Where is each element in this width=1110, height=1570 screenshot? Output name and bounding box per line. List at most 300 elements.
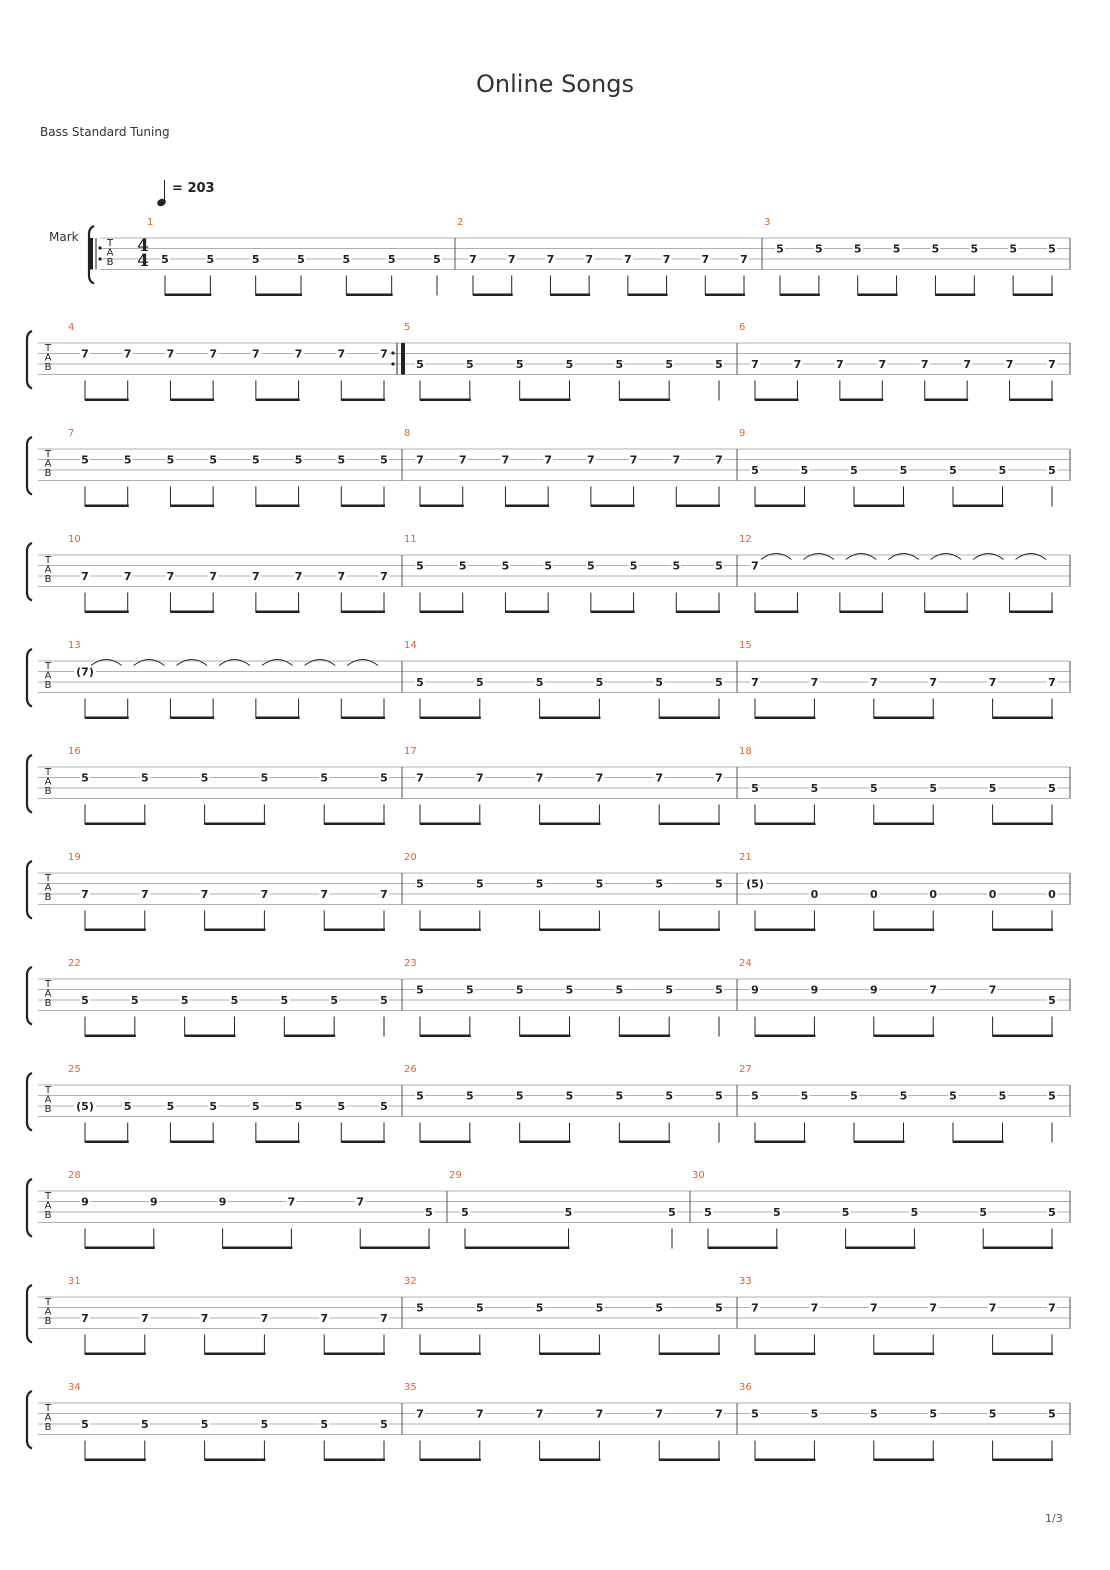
- fret-number: 5: [655, 1301, 664, 1315]
- fret-number: 5: [931, 242, 940, 256]
- fret-number: 7: [624, 253, 632, 266]
- system-bracket: [27, 437, 32, 495]
- note-beam: [1010, 399, 1053, 402]
- fret-number: 7: [963, 358, 971, 371]
- fret-number: 5: [166, 1100, 175, 1113]
- tab-clef-letter: T: [44, 555, 52, 566]
- system-bracket: [27, 967, 32, 1025]
- fret-number: 5: [869, 1407, 878, 1421]
- fret-number: 7: [929, 1301, 938, 1315]
- tab-clef-letter: T: [44, 873, 52, 884]
- note-beam: [708, 1247, 778, 1250]
- measure-number: 30: [692, 1170, 705, 1181]
- note-beam: [256, 1141, 300, 1144]
- fret-number: 5: [929, 782, 938, 795]
- note-beam: [324, 929, 385, 932]
- tab-clef-letter: A: [44, 1200, 52, 1212]
- system-bracket: [27, 1391, 32, 1449]
- fret-number: 5: [475, 676, 484, 689]
- note-beam: [953, 505, 1004, 508]
- fret-number: 5: [320, 771, 329, 785]
- system-bracket: [27, 649, 32, 707]
- tab-clef-letter: A: [44, 564, 52, 576]
- fret-number: 5: [342, 253, 351, 266]
- fret-number: 7: [380, 1312, 388, 1325]
- fret-number: 5: [815, 242, 823, 256]
- fret-number: 7: [252, 570, 260, 583]
- note-beam: [755, 1035, 815, 1038]
- fret-number: 7: [469, 253, 477, 266]
- note-beam: [854, 1141, 905, 1144]
- measure-number: 19: [68, 852, 81, 863]
- fret-number: 7: [1048, 1301, 1056, 1315]
- fret-number: 5: [665, 1089, 673, 1103]
- note-beam: [840, 611, 883, 614]
- tab-clef-letter: B: [44, 362, 52, 373]
- fret-number: 5: [461, 1206, 469, 1219]
- fret-number: 5: [595, 877, 604, 891]
- tab-clef-letter: A: [44, 988, 52, 1000]
- fret-number: 5: [380, 453, 388, 467]
- note-beam: [85, 1353, 146, 1356]
- fret-number: 5: [200, 771, 209, 785]
- tie-arc: [134, 660, 165, 666]
- note-beam: [550, 294, 590, 297]
- measure-number: 21: [739, 852, 752, 863]
- fret-number: 7: [988, 1301, 997, 1315]
- tab-clef-letter: A: [44, 882, 52, 894]
- fret-number: 9: [81, 1195, 89, 1209]
- fret-number: 7: [988, 676, 997, 689]
- fret-number: 7: [1048, 676, 1056, 689]
- fret-number: 5: [123, 453, 132, 467]
- measure-number: 35: [404, 1382, 417, 1393]
- note-beam: [935, 294, 975, 297]
- fret-number: 5: [850, 1089, 858, 1103]
- note-beam: [993, 929, 1053, 932]
- tab-clef-letter: T: [106, 238, 114, 249]
- fret-number: 7: [380, 888, 388, 901]
- track-name: Mark: [49, 230, 79, 244]
- note-beam: [540, 823, 601, 826]
- measure-number: 7: [68, 428, 75, 439]
- fret-number: 5: [715, 1301, 723, 1315]
- note-beam: [205, 929, 266, 932]
- fret-number: 7: [507, 253, 516, 266]
- note-beam: [619, 1035, 670, 1038]
- tab-clef-letter: T: [44, 449, 52, 460]
- fret-number: 5: [466, 358, 474, 371]
- fret-number: 5: [615, 1089, 624, 1103]
- tab-clef-letter: B: [44, 786, 52, 797]
- tie-arc: [219, 660, 250, 666]
- fret-number: 5: [587, 559, 595, 573]
- fret-number: 5: [252, 1100, 260, 1113]
- measure-number: 33: [739, 1276, 752, 1287]
- fret-number: 7: [252, 347, 260, 361]
- measure-number: 5: [404, 322, 411, 333]
- fret-number: (5): [76, 1100, 94, 1113]
- note-beam: [420, 823, 481, 826]
- fret-number: 7: [920, 358, 929, 371]
- fret-number: 5: [751, 1407, 759, 1421]
- fret-number: 5: [230, 994, 239, 1007]
- tab-clef-letter: B: [44, 468, 52, 479]
- time-signature-digit: 4: [137, 251, 149, 271]
- note-beam: [341, 505, 385, 508]
- tie-arc: [846, 554, 876, 560]
- note-beam: [676, 505, 720, 508]
- fret-number: 5: [1048, 1089, 1056, 1103]
- note-beam: [505, 611, 549, 614]
- fret-number: 5: [131, 994, 139, 1007]
- fret-number: 5: [704, 1206, 712, 1219]
- note-beam: [993, 1459, 1053, 1462]
- note-beam: [360, 1247, 430, 1250]
- fret-number: (7): [76, 665, 94, 679]
- note-beam: [755, 823, 815, 826]
- fret-number: 7: [672, 453, 681, 467]
- fret-number: 7: [869, 1301, 878, 1315]
- note-beam: [205, 823, 266, 826]
- note-beam: [659, 1353, 720, 1356]
- fret-number: 5: [949, 464, 957, 477]
- fret-number: 5: [899, 464, 908, 477]
- fret-number: 5: [949, 1089, 957, 1103]
- note-beam: [540, 1353, 601, 1356]
- note-beam: [874, 929, 934, 932]
- fret-number: 7: [287, 1195, 296, 1209]
- fret-number: 7: [200, 1312, 209, 1325]
- fret-number: 9: [869, 983, 878, 997]
- fret-number: 7: [81, 570, 89, 583]
- tuning-label: Bass Standard Tuning: [40, 125, 170, 139]
- tie-arc: [761, 554, 791, 560]
- fret-number: 7: [337, 347, 346, 361]
- measure-number: 36: [739, 1382, 752, 1393]
- fret-number: 5: [1009, 242, 1017, 256]
- measure-number: 29: [449, 1170, 462, 1181]
- note-beam: [659, 717, 720, 720]
- fret-number: 5: [458, 559, 467, 573]
- fret-number: 7: [501, 453, 510, 467]
- note-beam: [85, 611, 129, 614]
- note-beam: [780, 294, 820, 297]
- note-beam: [953, 1141, 1004, 1144]
- note-beam: [925, 611, 968, 614]
- fret-number: 9: [751, 983, 759, 997]
- note-beam: [520, 1141, 571, 1144]
- fret-number: 9: [149, 1195, 158, 1209]
- fret-number: 7: [458, 453, 467, 467]
- fret-number: 5: [772, 1206, 781, 1219]
- fret-number: 7: [123, 347, 132, 361]
- note-beam: [705, 294, 745, 297]
- fret-number: 7: [546, 253, 555, 266]
- fret-number: 5: [715, 676, 723, 689]
- system-bracket: [27, 331, 32, 389]
- note-beam: [993, 1035, 1053, 1038]
- note-beam: [659, 1459, 720, 1462]
- fret-number: 7: [929, 983, 938, 997]
- note-beam: [170, 717, 214, 720]
- note-beam: [755, 505, 806, 508]
- fret-number: 5: [260, 771, 269, 785]
- fret-number: 5: [260, 1418, 269, 1431]
- fret-number: 7: [200, 888, 209, 901]
- fret-number: 5: [665, 983, 673, 997]
- fret-number: 7: [1005, 358, 1014, 371]
- fret-number: 5: [433, 253, 441, 266]
- fret-number: 5: [655, 877, 664, 891]
- fret-number: 5: [1048, 994, 1056, 1007]
- fret-number: 7: [81, 347, 89, 361]
- note-beam: [346, 294, 392, 297]
- fret-number: 5: [416, 1089, 424, 1103]
- fret-number: 7: [929, 676, 938, 689]
- fret-number: 7: [81, 1312, 89, 1325]
- note-beam: [420, 1035, 471, 1038]
- note-beam: [874, 717, 934, 720]
- fret-number: 5: [715, 983, 723, 997]
- note-beam: [85, 929, 146, 932]
- fret-number: 5: [853, 242, 862, 256]
- fret-number: 5: [850, 464, 858, 477]
- tab-clef-letter: A: [44, 352, 52, 364]
- fret-number: 7: [715, 771, 723, 785]
- fret-number: 7: [810, 676, 819, 689]
- note-beam: [85, 505, 129, 508]
- page-number: 1/3: [1045, 1512, 1063, 1525]
- tab-clef-letter: T: [44, 979, 52, 990]
- note-beam: [1013, 294, 1053, 297]
- fret-number: 5: [544, 559, 552, 573]
- fret-number: 7: [629, 453, 638, 467]
- note-beam: [591, 611, 635, 614]
- note-beam: [874, 1353, 934, 1356]
- measure-number: 20: [404, 852, 417, 863]
- note-beam: [755, 1141, 806, 1144]
- measure-number: 17: [404, 746, 417, 757]
- note-beam: [993, 1353, 1053, 1356]
- fret-number: 5: [615, 983, 624, 997]
- note-beam: [170, 611, 214, 614]
- tab-clef-letter: T: [44, 767, 52, 778]
- measure-number: 11: [404, 534, 417, 545]
- repeat-dot: [391, 362, 394, 365]
- fret-number: 5: [1048, 1407, 1056, 1421]
- fret-number: 5: [380, 1100, 388, 1113]
- fret-number: 7: [320, 1312, 329, 1325]
- note-beam: [420, 1141, 471, 1144]
- fret-number: 5: [668, 1206, 676, 1219]
- note-beam: [854, 505, 905, 508]
- measure-number: 3: [764, 217, 771, 228]
- fret-number: 7: [836, 358, 844, 371]
- fret-number: 5: [123, 1100, 132, 1113]
- fret-number: 7: [810, 1301, 819, 1315]
- note-beam: [540, 717, 601, 720]
- tab-clef-letter: B: [44, 1422, 52, 1433]
- measure-number: 25: [68, 1064, 81, 1075]
- measure-number: 2: [457, 217, 464, 228]
- note-beam: [170, 399, 214, 402]
- fret-number: 0: [988, 888, 997, 901]
- note-beam: [223, 1247, 293, 1250]
- tab-clef-letter: A: [44, 776, 52, 788]
- fret-number: 7: [751, 1301, 759, 1315]
- tab-clef-letter: T: [44, 1085, 52, 1096]
- note-beam: [256, 505, 300, 508]
- fret-number: 5: [515, 983, 524, 997]
- note-beam: [420, 929, 481, 932]
- measure-number: 28: [68, 1170, 81, 1181]
- fret-number: 7: [869, 676, 878, 689]
- fret-number: 5: [81, 453, 89, 467]
- fret-number: 5: [166, 453, 175, 467]
- fret-number: 5: [475, 877, 484, 891]
- fret-number: 5: [751, 1089, 759, 1103]
- fret-number: 7: [715, 1407, 723, 1421]
- note-beam: [324, 1459, 385, 1462]
- tab-clef-letter: T: [44, 343, 52, 354]
- tie-arc: [347, 660, 378, 666]
- fret-number: 5: [337, 1100, 346, 1113]
- measure-number: 9: [739, 428, 746, 439]
- measure-number: 13: [68, 640, 81, 651]
- fret-number: 5: [810, 782, 819, 795]
- note-beam: [256, 294, 302, 297]
- fret-number: 7: [751, 358, 759, 371]
- fret-number: 7: [416, 771, 424, 785]
- fret-number: 5: [209, 453, 217, 467]
- note-beam: [520, 1035, 571, 1038]
- fret-number: 5: [715, 1089, 723, 1103]
- fret-number: 7: [416, 453, 424, 467]
- fret-number: 5: [416, 358, 424, 371]
- note-beam: [619, 1141, 670, 1144]
- fret-number: 7: [988, 983, 997, 997]
- fret-number: 5: [280, 994, 289, 1007]
- fret-number: 5: [800, 1089, 809, 1103]
- tie-arc: [262, 660, 293, 666]
- fret-number: 5: [565, 983, 574, 997]
- fret-number: 5: [535, 877, 544, 891]
- note-beam: [874, 1035, 934, 1038]
- measure-number: 10: [68, 534, 81, 545]
- tab-clef-letter: T: [44, 1191, 52, 1202]
- tempo-value: = 203: [172, 181, 215, 196]
- note-beam: [1010, 611, 1053, 614]
- fret-number: 5: [81, 1418, 89, 1431]
- measure-number: 27: [739, 1064, 752, 1075]
- note-beam: [165, 294, 211, 297]
- system-bracket: [27, 1285, 32, 1343]
- note-beam: [256, 611, 300, 614]
- fret-number: 7: [380, 570, 388, 583]
- fret-number: 7: [475, 1407, 484, 1421]
- note-beam: [473, 294, 513, 297]
- fret-number: 7: [587, 453, 595, 467]
- fret-number: 7: [123, 570, 132, 583]
- tie-arc: [1016, 554, 1046, 560]
- note-beam: [755, 929, 815, 932]
- repeat-thick-bar: [401, 343, 405, 375]
- tie-arc: [305, 660, 336, 666]
- note-beam: [755, 611, 798, 614]
- fret-number: 7: [209, 570, 217, 583]
- tab-clef-letter: B: [44, 680, 52, 691]
- fret-number: 5: [665, 358, 673, 371]
- fret-number: 5: [751, 464, 759, 477]
- fret-number: 5: [294, 1100, 303, 1113]
- fret-number: 5: [515, 358, 524, 371]
- tie-arc: [973, 554, 1003, 560]
- fret-number: 5: [776, 242, 784, 256]
- song-title: Online Songs: [476, 70, 634, 98]
- note-beam: [256, 399, 300, 402]
- system-bracket: [27, 755, 32, 813]
- note-beam: [324, 1353, 385, 1356]
- note-beam: [505, 505, 549, 508]
- note-beam: [85, 1141, 129, 1144]
- note-beam: [619, 399, 670, 402]
- fret-number: 5: [180, 994, 189, 1007]
- fret-number: 5: [615, 358, 624, 371]
- note-beam: [85, 1035, 136, 1038]
- note-beam: [591, 505, 635, 508]
- fret-number: 7: [337, 570, 346, 583]
- fret-number: 7: [715, 453, 723, 467]
- note-beam: [284, 1035, 335, 1038]
- fret-number: 7: [166, 570, 175, 583]
- system-bracket: [27, 1073, 32, 1131]
- fret-number: 5: [800, 464, 809, 477]
- tab-clef-letter: A: [44, 458, 52, 470]
- measure-number: 34: [68, 1382, 81, 1393]
- fret-number: 7: [662, 253, 671, 266]
- note-beam: [755, 717, 815, 720]
- note-beam: [420, 717, 481, 720]
- system-bracket: [27, 861, 32, 919]
- measure-number: 31: [68, 1276, 81, 1287]
- repeat-dot: [98, 257, 101, 260]
- tie-arc: [803, 554, 833, 560]
- measure-number: 23: [404, 958, 417, 969]
- fret-number: 7: [356, 1195, 365, 1209]
- fret-number: 5: [297, 253, 305, 266]
- fret-number: 7: [655, 1407, 664, 1421]
- fret-number: 5: [330, 994, 338, 1007]
- note-beam: [420, 399, 471, 402]
- fret-number: 7: [751, 559, 759, 573]
- fret-number: 7: [793, 358, 802, 371]
- note-beam: [540, 1459, 601, 1462]
- fret-number: 5: [320, 1418, 329, 1431]
- fret-number: 5: [565, 358, 574, 371]
- fret-number: 5: [380, 994, 388, 1007]
- measure-number: 4: [68, 322, 75, 333]
- fret-number: 5: [899, 1089, 908, 1103]
- system-bracket: [27, 1179, 32, 1237]
- note-beam: [874, 823, 934, 826]
- fret-number: 5: [929, 1407, 938, 1421]
- fret-number: 7: [260, 888, 269, 901]
- fret-number: 5: [466, 983, 474, 997]
- note-beam: [85, 1459, 146, 1462]
- fret-number: 7: [140, 1312, 149, 1325]
- repeat-dot: [98, 246, 101, 249]
